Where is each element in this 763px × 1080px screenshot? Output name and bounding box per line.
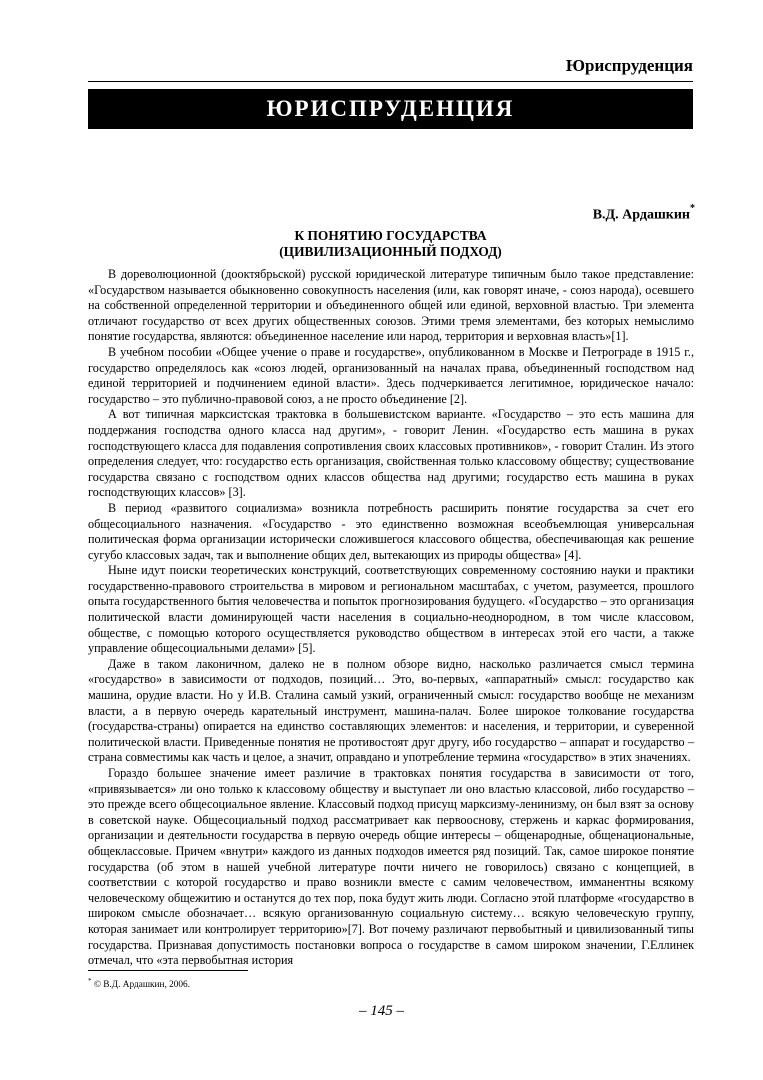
paragraph: В период «развитого социализма» возникла потребность расширить понятие государства за счет его общесоциального назначения. «Государство - это единственно возможная всеобъемлющая универсальная политическая форма организации исторически сложившегося классового общества, обеспечивающая как решение сугубо классовых задач, так и выполнение общих дел, вытекающих из природы общества» [4]. bbox=[88, 500, 694, 562]
author-name bbox=[593, 205, 695, 224]
paragraph: В учебном пособии «Общее учение о праве и государстве», опубликованном в Москве и Петрограде в 1915 г., государство определялось как «союз людей, организованный на началах права, объединенный господством над единой территорией и подчинением единой власти». Здесь подчеркивается легитимное, юридическое начало: государство – это публично-правовой союз, а не просто объединение [2]. bbox=[88, 344, 694, 406]
header-rule bbox=[88, 81, 693, 82]
section-title-band: ЮРИСПРУДЕНЦИЯ bbox=[88, 89, 693, 129]
paragraph: В дореволюционной (дооктябрьской) русской юридической литературе типичным было такое представление: «Государством называется обыкновенно совокупность населения (или, как говорят иначе, - союз народа), осевшего на собственной определенной территории и объединенного общей или единой, верховной властью. Три элемента отличают государство от всех других общественных союзов. Этими тремя элементами, без которых немыслимо понятие государства, являются: объединенное население или народ, территория и верховная власть»[1]. bbox=[88, 267, 694, 344]
article-title bbox=[88, 228, 693, 260]
footnote-text: © В.Д. Ардашкин, 2006. bbox=[91, 980, 191, 991]
paragraph: Гораздо большее значение имеет различие в трактовках понятия государства в зависимости от того, «привязывается» ли оно только к классовому обществу и выступает ли оно властью классовой, либо государство – это прежде всего общесоциальное явление. Классовый подход присущ марксизму-ленинизму, он был взят за основу в советской науке. Общесоциальный подход рассматривает как первооснову, стержень и каркас формирования, организации и деятельности государства в первую очередь общие интересы – общенародные, общенациональные, общеклассовые. Причем «внутри» каждого из данных подходов имеется ряд позиций. Так, самое широкое понятие государства (об этом в нашей учебной литературе почти ничего не говорилось) связано с концепцией, в соответствии с которой государство и право возникли вместе с самим человечеством, имманентны всякому человеческому общежитию и останутся до тех пор, пока будут жить люди. Согласно этой платформе «государство в широком смысле обозначает… всякую организованную социальную систему… всякую человеческую группу, которая занимает или контролирует территорию»[7]. Вот почему различают первобытный и цивилизованный типы государства. Признавая допустимость постановки вопроса о государстве в самом широком значении, Г.Еллинек отмечал, что «эта первобытная история bbox=[88, 766, 694, 968]
author-footnote-mark: * bbox=[690, 203, 695, 214]
footnote-rule bbox=[88, 970, 248, 971]
running-title: Юриспруденция bbox=[565, 56, 693, 75]
paragraph: Даже в таком лаконичном, далеко не в полном обзоре видно, насколько различается смысл термина «государство» в зависимости от подходов, позиций… Это, во-первых, «аппаратный» смысл: государство как машина, орудие власти. Но у И.В. Сталина самый узкий, ограниченный смысл: государство вообще не механизм власти, а в первую очередь карательный инструмент, машина-палач. Более широкое толкование государства (государства-страны) опирается на единство составляющих элементов: и населения, и территории, и суверенной политической власти. Приведенные понятия не противостоят друг другу, ибо государство – аппарат и государство – страна совместимы как часть и целое, а значит, оправдано и употребление термина «государство» в этих значениях. bbox=[88, 656, 694, 765]
article-body bbox=[88, 267, 694, 969]
author-name-text: В.Д. Ардашкин bbox=[592, 207, 690, 223]
page-number: – 145 – bbox=[359, 1003, 404, 1019]
paragraph: Ныне идут поиски теоретических конструкций, соответствующих современному состоянию науки и практики государственно-правового строительства в мировом и региональном масштабах, с учетом, разумеется, прошлого опыта государственного бытия человечества и попыток прогнозирования будущего. «Государство – это организация политической власти доминирующей части населения в социально-неоднородном, в том числе классовом, обществе, с помощью которого осуществляется руководство обществом в интересах этой его части, а также управление общесоциальными делами» [5]. bbox=[88, 563, 694, 656]
article-title-line-1: К ПОНЯТИЮ ГОСУДАРСТВА bbox=[294, 228, 487, 243]
paragraph: А вот типичная марксистская трактовка в большевистском варианте. «Государство – это есть машина для поддержания господства одного класса над другим», - говорит Ленин. «Государство есть машина в руках господствующего класса для подавления сопротивления своих классовых противников», - говорит Сталин. Из этого определения следует, что: государство есть организация, свойственная только классовому обществу; существование государства связано с господством одних классов общества над другими; государство есть машина в руках господствующих классов» [3]. bbox=[88, 407, 694, 500]
footnote-mark: * bbox=[88, 977, 92, 985]
footnote bbox=[88, 977, 190, 990]
article-title-line-2: (ЦИВИЛИЗАЦИОННЫЙ ПОДХОД) bbox=[279, 244, 502, 259]
